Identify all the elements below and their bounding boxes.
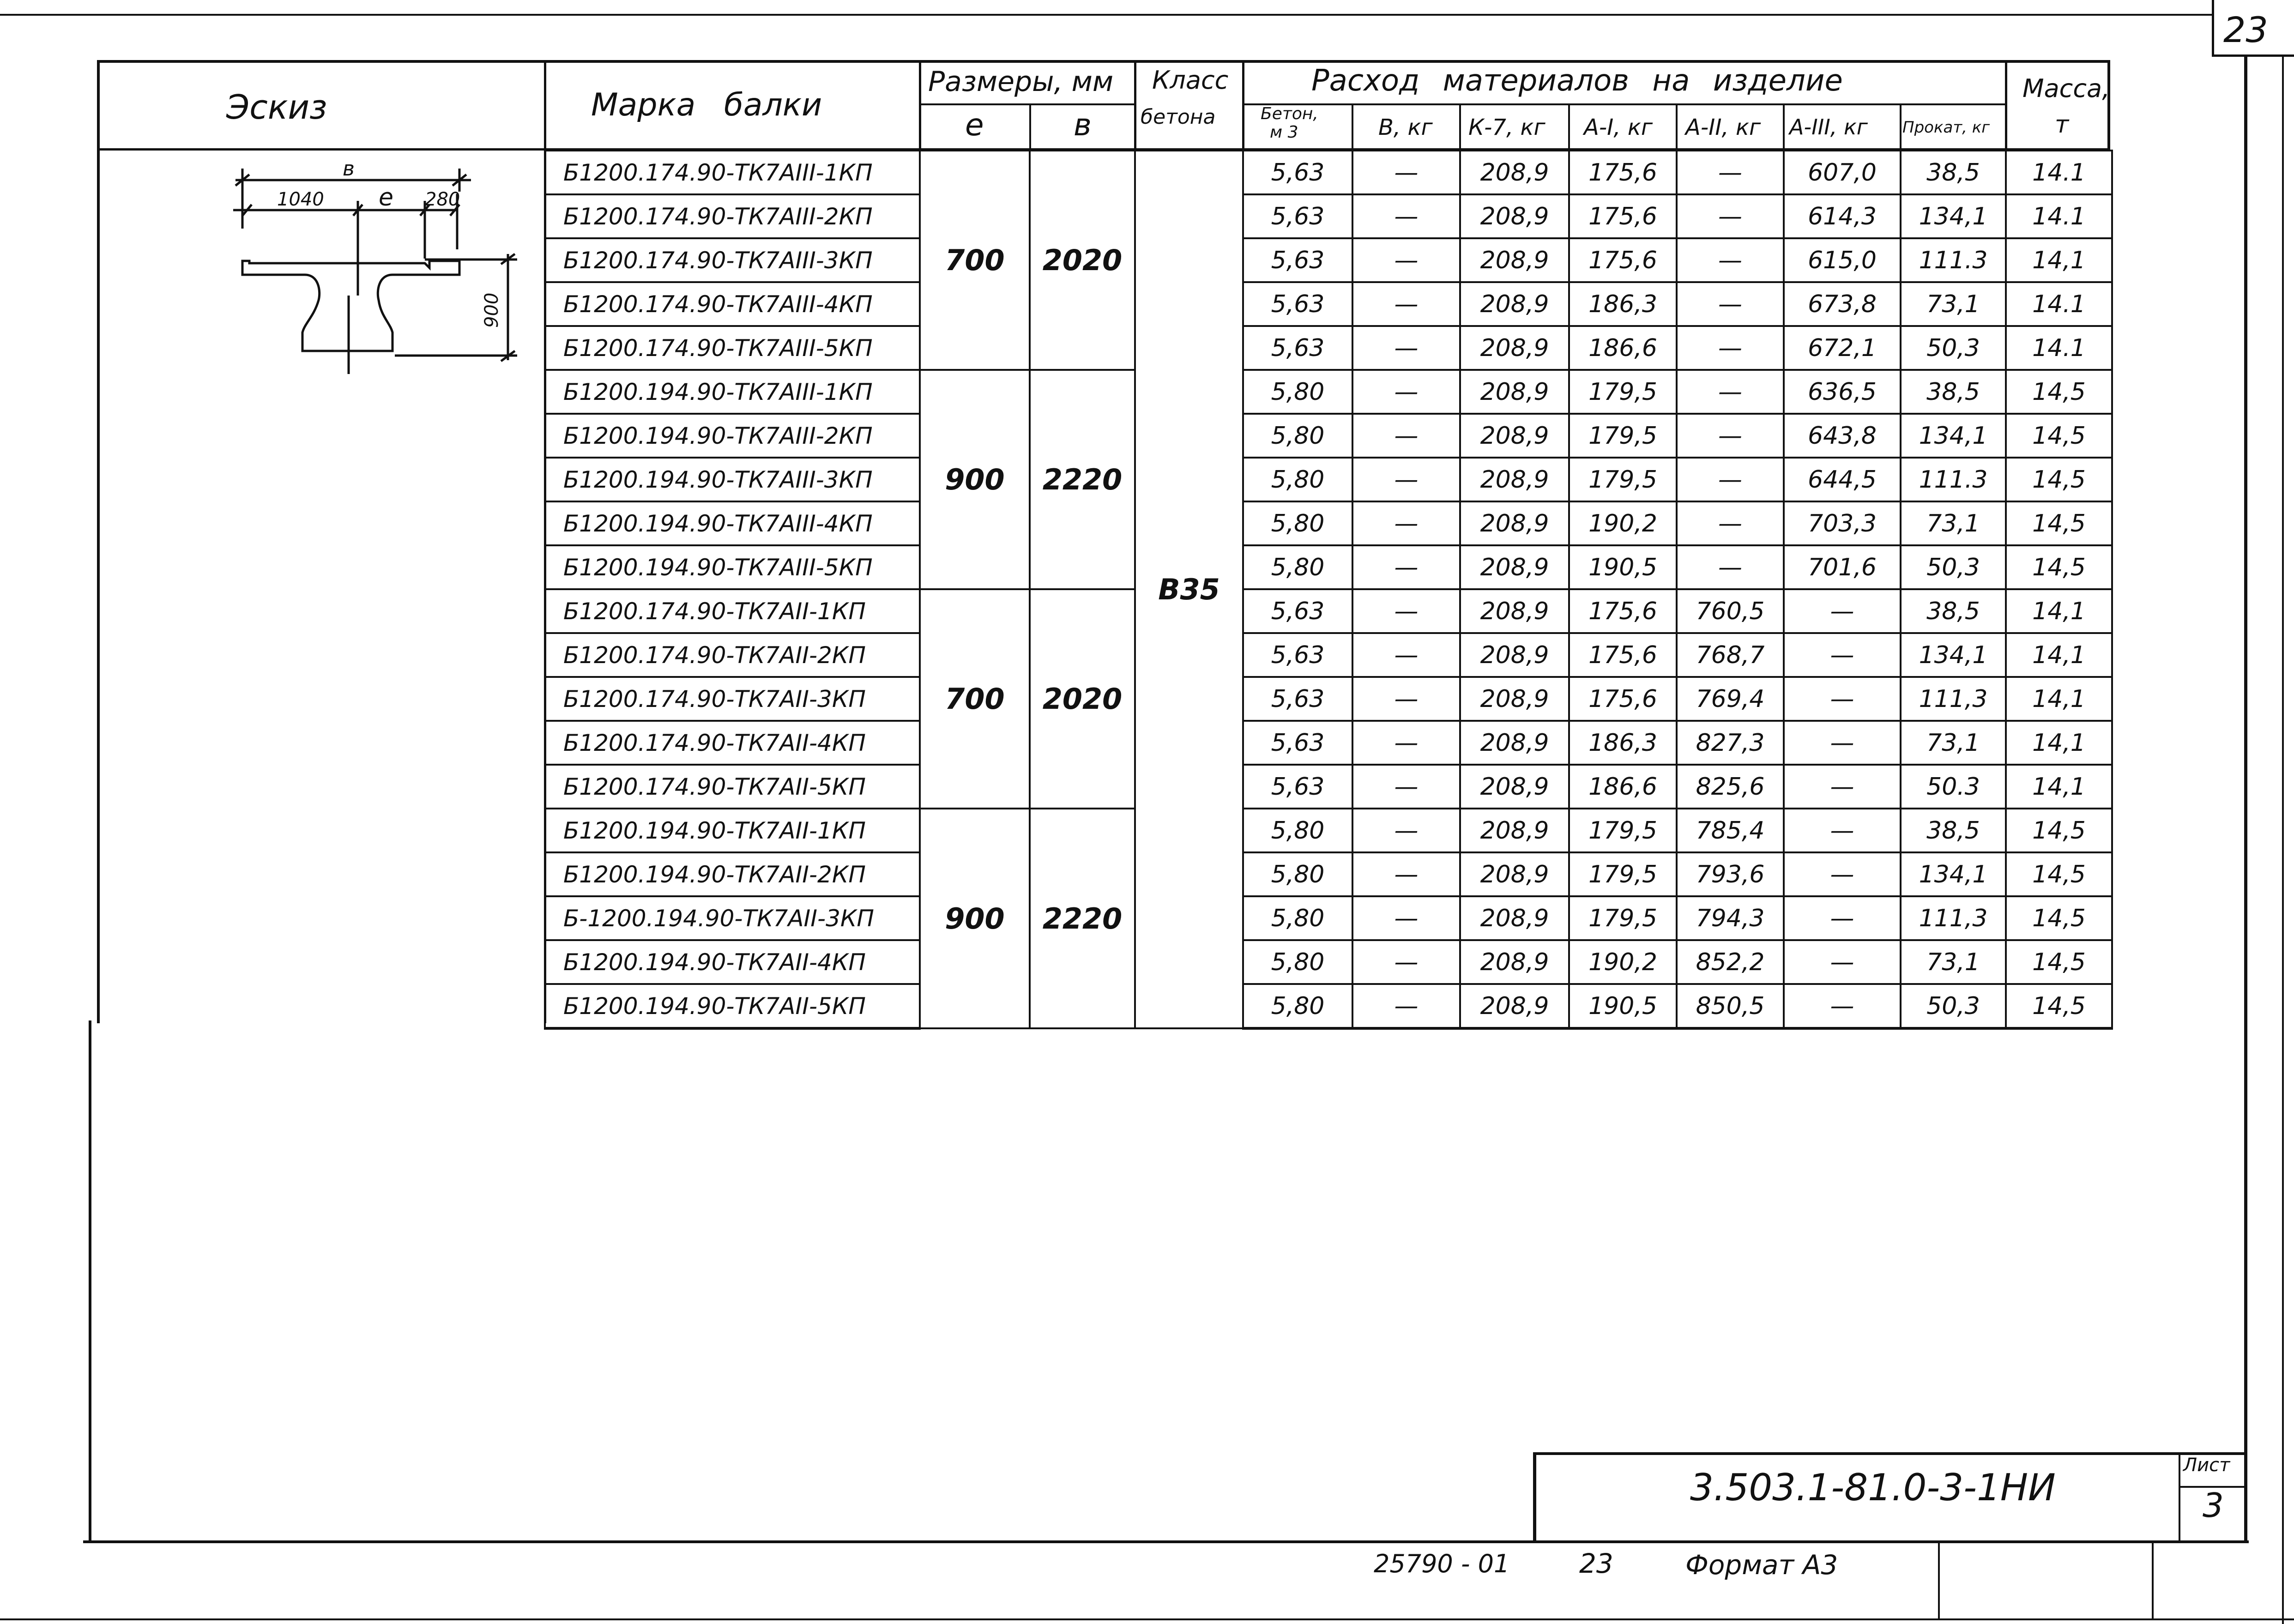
a3-cell: —: [1784, 633, 1901, 677]
v-cell: —: [1352, 151, 1460, 194]
v-cell: —: [1352, 545, 1460, 589]
a2-cell: 785,4: [1677, 809, 1784, 852]
concrete-cell: 5,63: [1243, 194, 1352, 238]
v-cell: —: [1352, 677, 1460, 721]
k7-cell: 208,9: [1460, 151, 1569, 194]
rolled-cell: 38,5: [1901, 809, 2006, 852]
concrete-cell: 5,80: [1243, 458, 1352, 501]
concrete-cell: 5,80: [1243, 501, 1352, 545]
mass-cell: 14,5: [2006, 370, 2112, 414]
a3-cell: —: [1784, 765, 1901, 809]
beam-mark-cell: Б1200.174.90-ТК7АIII-5КП: [545, 326, 920, 370]
sheet-label: Лист: [2183, 1455, 2230, 1476]
hdr-div-mark: [919, 60, 921, 151]
a2-cell: —: [1677, 282, 1784, 326]
hdr-div-a3: [1900, 104, 1902, 151]
mass-cell: 14,1: [2006, 721, 2112, 765]
k7-cell: 208,9: [1460, 326, 1569, 370]
size-b-cell: 2020: [1030, 151, 1135, 370]
v-cell: —: [1352, 809, 1460, 852]
a1-cell: 186,6: [1569, 765, 1677, 809]
sheet-number: 3: [2203, 1486, 2224, 1525]
v-cell: —: [1352, 765, 1460, 809]
mass-cell: 14.1: [2006, 282, 2112, 326]
table-row: [545, 501, 2112, 545]
format-label: Формат А3: [1685, 1549, 1838, 1581]
beam-mark-cell: Б1200.174.90-ТК7АII-2КП: [545, 633, 920, 677]
a1-cell: 190,5: [1569, 984, 1677, 1028]
header-concrete-top: Бетон,: [1261, 104, 1318, 123]
size-b-cell: 2220: [1030, 370, 1135, 589]
hdr-div-class: [1242, 60, 1244, 151]
a3-cell: —: [1784, 896, 1901, 940]
rolled-cell: 50,3: [1901, 545, 2006, 589]
v-cell: —: [1352, 501, 1460, 545]
header-k7: К-7, кг: [1468, 115, 1545, 140]
k7-cell: 208,9: [1460, 721, 1569, 765]
size-l-cell: 700: [920, 151, 1030, 370]
a1-cell: 179,5: [1569, 852, 1677, 896]
table-row: [545, 677, 2112, 721]
a2-cell: 769,4: [1677, 677, 1784, 721]
a1-cell: 179,5: [1569, 809, 1677, 852]
a2-cell: —: [1677, 370, 1784, 414]
table-row: [545, 545, 2112, 589]
a2-cell: —: [1677, 545, 1784, 589]
table-row: [545, 414, 2112, 458]
mass-cell: 14,5: [2006, 896, 2112, 940]
table-row: [545, 326, 2112, 370]
a2-cell: —: [1677, 151, 1784, 194]
beam-mark-cell: Б1200.194.90-ТК7АIII-4КП: [545, 501, 920, 545]
header-mark: Марка балки: [591, 87, 822, 123]
a1-cell: 175,6: [1569, 633, 1677, 677]
hdr-div-sketch: [544, 60, 546, 151]
concrete-cell: 5,63: [1243, 151, 1352, 194]
a1-cell: 190,2: [1569, 501, 1677, 545]
k7-cell: 208,9: [1460, 984, 1569, 1028]
header-size-l: е: [965, 107, 984, 143]
beam-mark-cell: Б1200.194.90-ТК7АIII-1КП: [545, 370, 920, 414]
stamp-divider-1: [1938, 1540, 1940, 1620]
mass-cell: 14,1: [2006, 238, 2112, 282]
v-cell: —: [1352, 414, 1460, 458]
table-row: [545, 984, 2112, 1028]
table-row: [545, 151, 2112, 194]
a1-cell: 175,6: [1569, 238, 1677, 282]
header-sketch: Эскиз: [226, 88, 327, 127]
v-cell: —: [1352, 940, 1460, 984]
a1-cell: 175,6: [1569, 151, 1677, 194]
a2-cell: —: [1677, 194, 1784, 238]
document-code: 3.503.1-81.0-3-1НИ: [1690, 1466, 2056, 1509]
a3-cell: 614,3: [1784, 194, 1901, 238]
hdr-div-k7: [1568, 104, 1570, 151]
rolled-cell: 50,3: [1901, 984, 2006, 1028]
a2-cell: 768,7: [1677, 633, 1784, 677]
concrete-cell: 5,80: [1243, 809, 1352, 852]
k7-cell: 208,9: [1460, 414, 1569, 458]
a2-cell: —: [1677, 501, 1784, 545]
beam-mark-cell: Б1200.194.90-ТК7АIII-5КП: [545, 545, 920, 589]
page-number: 23: [1579, 1548, 1613, 1579]
a1-cell: 179,5: [1569, 458, 1677, 501]
table-row: [545, 194, 2112, 238]
table-row: [545, 721, 2112, 765]
mass-cell: 14,1: [2006, 633, 2112, 677]
rolled-cell: 134,1: [1901, 852, 2006, 896]
beam-mark-cell: Б1200.194.90-ТК7АII-4КП: [545, 940, 920, 984]
v-cell: —: [1352, 984, 1460, 1028]
mass-cell: 14,5: [2006, 852, 2112, 896]
hdr-div-rolled: [2005, 60, 2007, 151]
rolled-cell: 73,1: [1901, 940, 2006, 984]
header-v: В, кг: [1378, 115, 1433, 140]
a3-cell: 673,8: [1784, 282, 1901, 326]
mass-cell: 14,5: [2006, 458, 2112, 501]
sketch-col-left: [97, 151, 100, 1023]
rolled-cell: 134,1: [1901, 194, 2006, 238]
top-edge-line: [0, 14, 2212, 16]
a3-cell: —: [1784, 940, 1901, 984]
k7-cell: 208,9: [1460, 589, 1569, 633]
table-row: [545, 238, 2112, 282]
k7-cell: 208,9: [1460, 677, 1569, 721]
mass-cell: 14,5: [2006, 984, 2112, 1028]
a2-cell: 825,6: [1677, 765, 1784, 809]
v-cell: —: [1352, 238, 1460, 282]
mass-cell: 14,5: [2006, 809, 2112, 852]
beam-mark-cell: Б-1200.194.90-ТК7АII-3КП: [545, 896, 920, 940]
concrete-cell: 5,80: [1243, 984, 1352, 1028]
table-row: [545, 852, 2112, 896]
rolled-cell: 73,1: [1901, 282, 2006, 326]
a1-cell: 186,3: [1569, 282, 1677, 326]
rolled-cell: 111,3: [1901, 896, 2006, 940]
rolled-cell: 111.3: [1901, 238, 2006, 282]
rolled-cell: 134,1: [1901, 633, 2006, 677]
header-a1: А-I, кг: [1584, 115, 1653, 140]
k7-cell: 208,9: [1460, 852, 1569, 896]
k7-cell: 208,9: [1460, 370, 1569, 414]
a1-cell: 179,5: [1569, 414, 1677, 458]
concrete-cell: 5,63: [1243, 326, 1352, 370]
mass-cell: 14,1: [2006, 677, 2112, 721]
a3-cell: —: [1784, 721, 1901, 765]
a3-cell: 644,5: [1784, 458, 1901, 501]
concrete-cell: 5,63: [1243, 238, 1352, 282]
rolled-cell: 134,1: [1901, 414, 2006, 458]
hdr-sub-line-sizes: [919, 103, 1135, 105]
k7-cell: 208,9: [1460, 765, 1569, 809]
a1-cell: 179,5: [1569, 370, 1677, 414]
a3-cell: —: [1784, 589, 1901, 633]
sketch-dim-280: 280: [425, 189, 460, 210]
hdr-sub-line-consumption: [1242, 103, 2006, 105]
a3-cell: 643,8: [1784, 414, 1901, 458]
header-a2: А-II, кг: [1685, 115, 1761, 140]
concrete-cell: 5,80: [1243, 896, 1352, 940]
size-l-cell: 900: [920, 809, 1030, 1028]
hdr-div-a1: [1676, 104, 1678, 151]
rolled-cell: 38,5: [1901, 589, 2006, 633]
concrete-cell: 5,80: [1243, 370, 1352, 414]
concrete-class-cell: В35: [1135, 151, 1243, 1028]
beam-mark-cell: Б1200.174.90-ТК7АII-5КП: [545, 765, 920, 809]
a2-cell: 827,3: [1677, 721, 1784, 765]
rolled-cell: 38,5: [1901, 370, 2006, 414]
corner-number: 23: [2223, 9, 2268, 50]
a3-cell: —: [1784, 677, 1901, 721]
k7-cell: 208,9: [1460, 458, 1569, 501]
a2-cell: 793,6: [1677, 852, 1784, 896]
a1-cell: 186,3: [1569, 721, 1677, 765]
k7-cell: 208,9: [1460, 633, 1569, 677]
rolled-cell: 73,1: [1901, 721, 2006, 765]
table-row: [545, 633, 2112, 677]
sketch-dim-e: е: [379, 184, 393, 211]
a1-cell: 175,6: [1569, 677, 1677, 721]
header-concrete-bottom: м 3: [1270, 123, 1298, 142]
concrete-cell: 5,63: [1243, 282, 1352, 326]
table-row: [545, 896, 2112, 940]
rolled-cell: 111,3: [1901, 677, 2006, 721]
concrete-cell: 5,63: [1243, 589, 1352, 633]
mass-cell: 14.1: [2006, 326, 2112, 370]
stamp-divider-2: [2152, 1540, 2154, 1620]
table-row: [545, 765, 2112, 809]
k7-cell: 208,9: [1460, 896, 1569, 940]
header-consumption: Расход материалов на изделие: [1311, 64, 1843, 98]
v-cell: —: [1352, 896, 1460, 940]
concrete-cell: 5,80: [1243, 545, 1352, 589]
a1-cell: 190,2: [1569, 940, 1677, 984]
a2-cell: 794,3: [1677, 896, 1784, 940]
beam-mark-cell: Б1200.174.90-ТК7АII-4КП: [545, 721, 920, 765]
table-row: [545, 370, 2112, 414]
v-cell: —: [1352, 852, 1460, 896]
beam-mark-cell: Б1200.194.90-ТК7АIII-3КП: [545, 458, 920, 501]
table-row: [545, 458, 2112, 501]
a2-cell: —: [1677, 458, 1784, 501]
size-l-cell: 700: [920, 589, 1030, 809]
a3-cell: 701,6: [1784, 545, 1901, 589]
size-l-cell: 900: [920, 370, 1030, 589]
frame-right-line: [2244, 57, 2247, 1542]
table-row: [545, 809, 2112, 852]
corner-box-left: [2212, 0, 2214, 55]
size-b-cell: 2020: [1030, 589, 1135, 809]
a2-cell: —: [1677, 326, 1784, 370]
beam-mark-cell: Б1200.194.90-ТК7АII-2КП: [545, 852, 920, 896]
header-a3: А-III, кг: [1789, 115, 1868, 139]
beam-mark-cell: Б1200.194.90-ТК7АIII-2КП: [545, 414, 920, 458]
a1-cell: 179,5: [1569, 896, 1677, 940]
materials-table: [544, 150, 2113, 1030]
v-cell: —: [1352, 282, 1460, 326]
rolled-cell: 38,5: [1901, 151, 2006, 194]
a1-cell: 175,6: [1569, 589, 1677, 633]
beam-mark-cell: Б1200.174.90-ТК7АIII-4КП: [545, 282, 920, 326]
v-cell: —: [1352, 370, 1460, 414]
bottom-edge-line: [0, 1618, 2294, 1620]
a2-cell: —: [1677, 414, 1784, 458]
a3-cell: 672,1: [1784, 326, 1901, 370]
rolled-cell: 111.3: [1901, 458, 2006, 501]
beam-mark-cell: Б1200.174.90-ТК7АII-3КП: [545, 677, 920, 721]
hdr-div-concrete: [1352, 104, 1353, 151]
a1-cell: 190,5: [1569, 545, 1677, 589]
concrete-cell: 5,63: [1243, 633, 1352, 677]
sketch-dim-1040: 1040: [277, 189, 324, 210]
rolled-cell: 50,3: [1901, 326, 2006, 370]
header-class-top: Класс: [1152, 66, 1229, 95]
right-border-line: [2282, 57, 2284, 1624]
v-cell: —: [1352, 721, 1460, 765]
header-size-b: в: [1074, 107, 1092, 143]
beam-mark-cell: Б1200.194.90-ТК7АII-1КП: [545, 809, 920, 852]
mass-cell: 14.1: [2006, 194, 2112, 238]
hdr-div-a2: [1783, 104, 1785, 151]
k7-cell: 208,9: [1460, 238, 1569, 282]
beam-section: [242, 261, 459, 351]
frame-left-line: [89, 1020, 91, 1542]
a3-cell: —: [1784, 809, 1901, 852]
v-cell: —: [1352, 458, 1460, 501]
a2-cell: 760,5: [1677, 589, 1784, 633]
sketch-dim-b: в: [343, 157, 355, 181]
rolled-cell: 50.3: [1901, 765, 2006, 809]
a2-cell: 850,5: [1677, 984, 1784, 1028]
a2-cell: —: [1677, 238, 1784, 282]
hdr-div-b: [1134, 60, 1136, 151]
concrete-cell: 5,80: [1243, 940, 1352, 984]
v-cell: —: [1352, 194, 1460, 238]
mass-cell: 14,1: [2006, 765, 2112, 809]
a2-cell: 852,2: [1677, 940, 1784, 984]
header-mass-top: Масса,: [2022, 74, 2110, 103]
k7-cell: 208,9: [1460, 194, 1569, 238]
beam-mark-cell: Б1200.174.90-ТК7АIII-2КП: [545, 194, 920, 238]
k7-cell: 208,9: [1460, 282, 1569, 326]
a1-cell: 186,6: [1569, 326, 1677, 370]
concrete-cell: 5,63: [1243, 765, 1352, 809]
beam-mark-cell: Б1200.174.90-ТК7АIII-1КП: [545, 151, 920, 194]
k7-cell: 208,9: [1460, 545, 1569, 589]
table-row: [545, 589, 2112, 633]
v-cell: —: [1352, 633, 1460, 677]
mass-cell: 14,5: [2006, 414, 2112, 458]
beam-mark-cell: Б1200.174.90-ТК7АIII-3КП: [545, 238, 920, 282]
a3-cell: 615,0: [1784, 238, 1901, 282]
beam-sketch: [222, 157, 536, 379]
beam-mark-cell: Б1200.174.90-ТК7АII-1КП: [545, 589, 920, 633]
table-row: [545, 282, 2112, 326]
hdr-div-l: [1029, 104, 1031, 151]
v-cell: —: [1352, 589, 1460, 633]
v-cell: —: [1352, 326, 1460, 370]
concrete-cell: 5,80: [1243, 414, 1352, 458]
mass-cell: 14,1: [2006, 589, 2112, 633]
header-mass-bottom: т: [2055, 111, 2069, 139]
mass-cell: 14,5: [2006, 940, 2112, 984]
a3-cell: 607,0: [1784, 151, 1901, 194]
hdr-div-v: [1459, 104, 1461, 151]
rolled-cell: 73,1: [1901, 501, 2006, 545]
table-row: [545, 940, 2112, 984]
inventory-number: 25790 - 01: [1374, 1549, 1510, 1578]
concrete-cell: 5,63: [1243, 677, 1352, 721]
a3-cell: 703,3: [1784, 501, 1901, 545]
size-b-cell: 2220: [1030, 809, 1135, 1028]
k7-cell: 208,9: [1460, 501, 1569, 545]
a1-cell: 175,6: [1569, 194, 1677, 238]
header-rolled: Прокат, кг: [1902, 118, 1990, 137]
sketch-dim-900: 900: [481, 292, 502, 328]
k7-cell: 208,9: [1460, 809, 1569, 852]
beam-mark-cell: Б1200.194.90-ТК7АII-5КП: [545, 984, 920, 1028]
concrete-cell: 5,80: [1243, 852, 1352, 896]
title-block-sheet-divider: [2179, 1452, 2180, 1541]
k7-cell: 208,9: [1460, 940, 1569, 984]
header-class-bottom: бетона: [1141, 105, 1216, 129]
a3-cell: —: [1784, 852, 1901, 896]
concrete-cell: 5,63: [1243, 721, 1352, 765]
a3-cell: 636,5: [1784, 370, 1901, 414]
mass-cell: 14,5: [2006, 501, 2112, 545]
mass-cell: 14.1: [2006, 151, 2112, 194]
mass-cell: 14,5: [2006, 545, 2112, 589]
a3-cell: —: [1784, 984, 1901, 1028]
header-sizes: Размеры, мм: [928, 66, 1114, 98]
